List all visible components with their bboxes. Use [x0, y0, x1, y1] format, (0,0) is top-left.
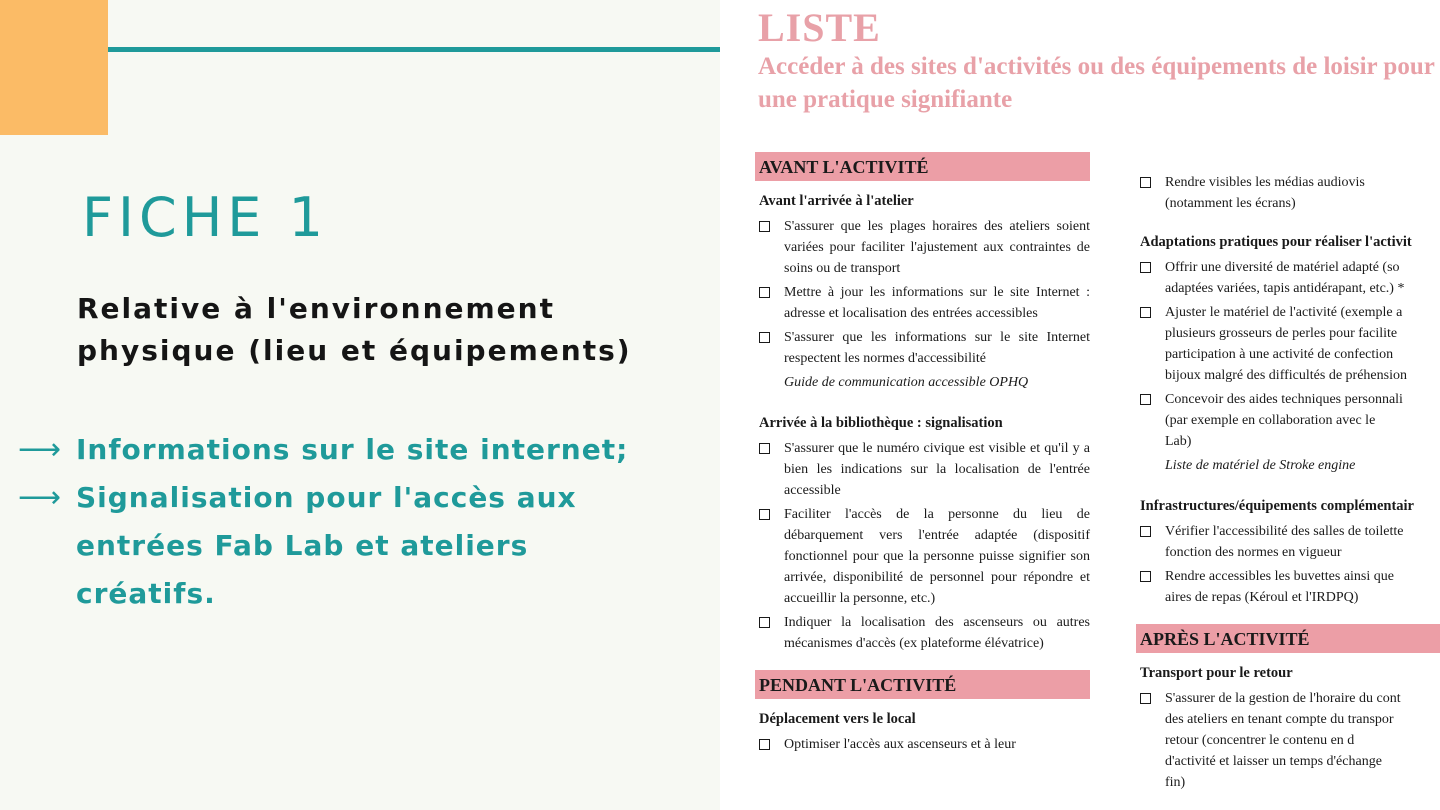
checklist-item	[1136, 521, 1440, 563]
checkbox-icon	[759, 221, 770, 232]
checkbox-icon	[759, 509, 770, 520]
checkbox-icon	[1140, 526, 1151, 537]
checkbox-icon	[1140, 693, 1151, 704]
checklist-item	[755, 504, 1090, 609]
subsection-heading: Avant l'arrivée à l'atelier	[759, 193, 914, 209]
checklist-item-text: S'assurer que le numéro civique est visible et qu'il y a bien les indications sur la localisation de l'entrée accessible	[784, 441, 1090, 498]
checklist-item	[1136, 566, 1440, 608]
checklist-item	[1136, 257, 1440, 299]
checkbox-icon	[1140, 262, 1151, 273]
subsection-heading: Arrivée à la bibliothèque : signalisation	[759, 415, 1003, 431]
checklist-item	[1136, 302, 1440, 386]
checklist-item-text: Rendre visibles les médias audiovis (notamment les écrans)	[1165, 175, 1365, 211]
reference-note: Liste de matériel de Stroke engine	[1165, 458, 1356, 473]
checklist-item	[755, 216, 1090, 279]
checklist-item	[1136, 172, 1440, 214]
checklist-item-text: Faciliter l'accès de la personne du lieu de débarquement vers l'entrée adaptée (dispositif fonctionnel pour que la personne puisse signifier son arrivée, disponibilité de personnel pour répondre et accueillir la personne, etc.)	[784, 507, 1090, 606]
bullet-item	[18, 426, 708, 474]
reference-note: Guide de communication accessible OPHQ	[784, 375, 1029, 390]
teal-divider-line	[108, 47, 720, 52]
checkbox-icon	[1140, 394, 1151, 405]
checkbox-icon	[1140, 307, 1151, 318]
document-subtitle: Accéder à des sites d'activités ou des équipements de loisir pour une pratique signifiante	[758, 53, 1435, 113]
checklist-item-text: S'assurer que les plages horaires des ateliers soient variées pour faciliter l'ajustement aux contraintes de soins ou de transport	[784, 219, 1090, 276]
checklist-item	[755, 327, 1090, 369]
document-scan	[720, 0, 1440, 810]
bullet-text: Signalisation pour l'accès aux entrées Fab Lab et ateliers créatifs.	[76, 481, 577, 610]
checkbox-icon	[759, 443, 770, 454]
checkbox-icon	[759, 287, 770, 298]
section-header-apres: APRÈS L'ACTIVITÉ	[1136, 624, 1440, 653]
document-left-column	[755, 152, 1090, 758]
checkbox-icon	[759, 739, 770, 750]
checkbox-icon	[759, 617, 770, 628]
checklist-item	[755, 734, 1090, 755]
subsection-heading: Déplacement vers le local	[759, 711, 916, 727]
orange-accent-block	[0, 0, 108, 135]
subsection-heading: Adaptations pratiques pour réaliser l'activit	[1140, 234, 1412, 250]
checklist-item-text: Optimiser l'accès aux ascenseurs et à leur	[784, 737, 1016, 752]
checklist-item-text: Ajuster le matériel de l'activité (exemple a plusieurs grosseurs de perles pour facilite participation à une activité de confection bijoux malgré des difficultés de préhension	[1165, 305, 1407, 383]
section-header-avant: AVANT L'ACTIVITÉ	[755, 152, 1090, 181]
checklist-item-text: Offrir une diversité de matériel adapté (so adaptées variées, tapis antidérapant, etc.) *	[1165, 260, 1405, 296]
checklist-item	[755, 438, 1090, 501]
subsection-heading: Transport pour le retour	[1140, 665, 1293, 681]
bullet-item	[18, 474, 708, 618]
document-title: LISTE	[758, 5, 881, 50]
checklist-item-text: S'assurer que les informations sur le site Internet respectent les normes d'accessibilité	[784, 330, 1090, 366]
checklist-item-text: S'assurer de la gestion de l'horaire du cont des ateliers en tenant compte du transpor retour (concentrer le contenu en d d'activité et laisser un temps d'échange fin)	[1165, 691, 1401, 790]
arrow-right-icon: ⟶	[18, 432, 62, 467]
arrow-right-icon: ⟶	[18, 480, 62, 515]
checklist-item-text: Indiquer la localisation des ascenseurs ou autres mécanismes d'accès (ex plateforme élévatrice)	[784, 615, 1090, 651]
checklist-item-text: Mettre à jour les informations sur le site Internet : adresse et localisation des entrées accessibles	[784, 285, 1090, 321]
checklist-item-text: Vérifier l'accessibilité des salles de toilette fonction des normes en vigueur	[1165, 524, 1404, 560]
checklist-item	[1136, 688, 1440, 793]
fiche-title: FICHE 1	[82, 186, 328, 249]
checklist-item	[1136, 389, 1440, 452]
checklist-item-text: Rendre accessibles les buvettes ainsi que aires de repas (Kéroul et l'IRDPQ)	[1165, 569, 1394, 605]
checklist-item	[755, 612, 1090, 654]
bullet-list	[18, 426, 708, 618]
bullet-text: Informations sur le site internet;	[76, 433, 629, 466]
checkbox-icon	[759, 332, 770, 343]
subsection-heading: Infrastructures/équipements complémentair	[1140, 498, 1414, 514]
checklist-item-text: Concevoir des aides techniques personnali (par exemple en collaboration avec le Lab)	[1165, 392, 1403, 449]
checklist-item	[755, 282, 1090, 324]
checkbox-icon	[1140, 571, 1151, 582]
document-right-column	[1136, 172, 1440, 796]
checkbox-icon	[1140, 177, 1151, 188]
section-header-pendant: PENDANT L'ACTIVITÉ	[755, 670, 1090, 699]
fiche-subtitle: Relative à l'environnement physique (lieu et équipements)	[77, 292, 632, 367]
